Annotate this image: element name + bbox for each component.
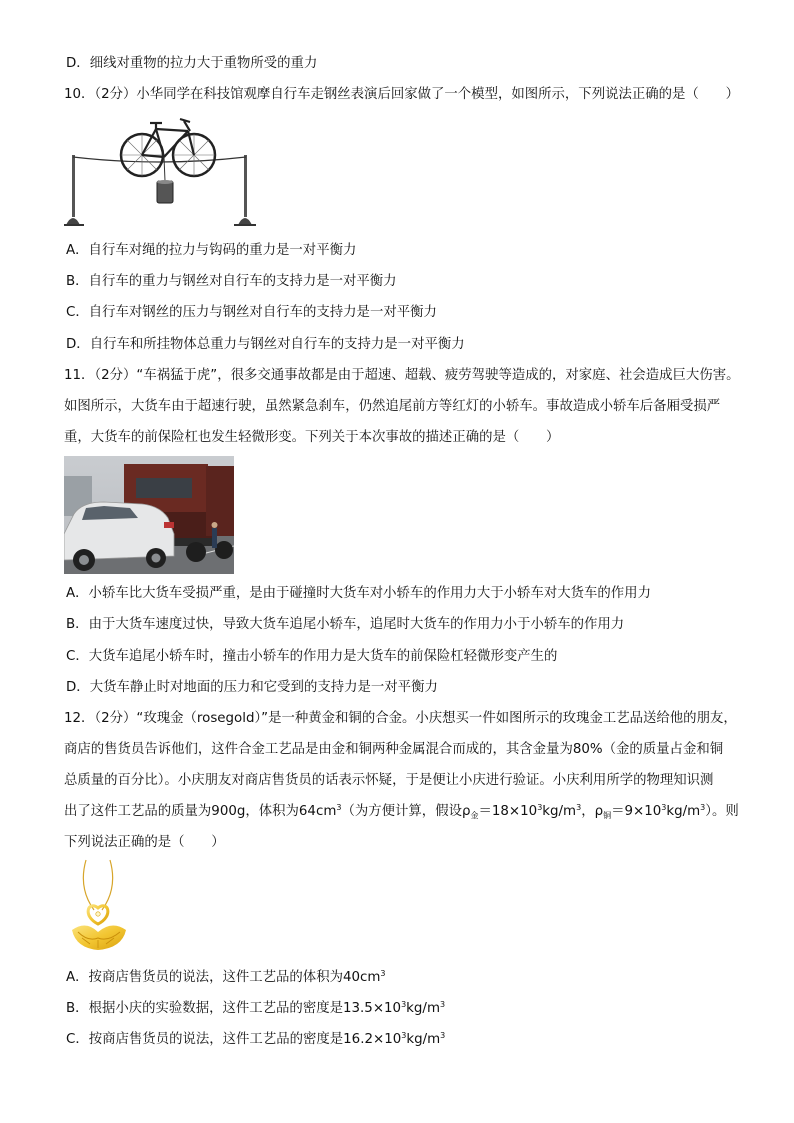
q11-option-a: A．小轿车比大货车受损严重，是由于碰撞时大货车对小轿车的作用力大于小轿车对大货车的作用力 bbox=[66, 586, 651, 601]
bicycle-tightrope-figure bbox=[64, 113, 274, 228]
rose-gold-pendant-image bbox=[64, 858, 136, 956]
q12-stem-line5: 下列说法正确的是（ ） bbox=[64, 835, 225, 850]
q9-option-d: D．细线对重物的拉力大于重物所受的重力 bbox=[66, 56, 318, 71]
q12-stem-line3: 总质量的百分比）。小庆朋友对商店售货员的话表示怀疑，于是便让小庆进行验证。小庆利用所学的物理知识测 bbox=[64, 773, 714, 788]
truck-crash-photo bbox=[64, 456, 234, 574]
q11-stem-line1: 11．（2分）“车祸猛于虎”，很多交通事故都是由于超速、超载、疲劳驾驶等造成的，对家庭、社会造成巨大伤害。 bbox=[64, 368, 740, 383]
q12-stem-line4: 出了这件工艺品的质量为900g，体积为$64cm^3$（为方便计算，假设$\rho_金=18\times 10^3kg/m^3$，$\rho_铜=9\times 10^3kg/m^3$）。则 bbox=[64, 803, 739, 820]
q10-option-a: A．自行车对绳的拉力与钩码的重力是一对平衡力 bbox=[66, 243, 357, 258]
q10-option-d: D．自行车和所挂物体总重力与钢丝对自行车的支持力是一对平衡力 bbox=[66, 337, 465, 352]
q12-option-a: A．按商店售货员的说法，这件工艺品的体积为$40cm^3$ bbox=[66, 969, 386, 985]
q11-stem-line2: 如图所示，大货车由于超速行驶，虽然紧急刹车，仍然追尾前方等红灯的小轿车。事故造成小轿车后备厢受损严 bbox=[64, 399, 721, 414]
q11-option-d: D．大货车静止时对地面的压力和它受到的支持力是一对平衡力 bbox=[66, 680, 438, 695]
q10-option-c: C．自行车对钢丝的压力与钢丝对自行车的支持力是一对平衡力 bbox=[66, 305, 437, 320]
q10-option-b: B．自行车的重力与钢丝对自行车的支持力是一对平衡力 bbox=[66, 274, 397, 289]
q11-stem-line3: 重，大货车的前保险杠也发生轻微形变。下列关于本次事故的描述正确的是（ ） bbox=[64, 430, 560, 445]
q12-option-b: B．根据小庆的实验数据，这件工艺品的密度是$13.5\times 10^3kg/m^3$ bbox=[66, 1000, 446, 1016]
q10-stem: 10．（2分）小华同学在科技馆观摩自行车走钢丝表演后回家做了一个模型，如图所示，下列说法正确的是（ ） bbox=[64, 87, 739, 102]
q12-option-c: C．按商店售货员的说法，这件工艺品的密度是$16.2\times 10^3kg/m^3$ bbox=[66, 1031, 446, 1047]
q12-stem-line2: 商店的售货员告诉他们，这件合金工艺品是由金和铜两种金属混合而成的，其含金量为80%（金的质量占金和铜 bbox=[64, 742, 724, 757]
q11-option-b: B．由于大货车速度过快，导致大货车追尾小轿车，追尾时大货车的作用力小于小轿车的作用力 bbox=[66, 617, 625, 632]
q12-stem-line1: 12．（2分）“玫瑰金（rosegold）”是一种黄金和铜的合金。小庆想买一件如图所示的玫瑰金工艺品送给他的朋友， bbox=[64, 711, 737, 726]
q11-option-c: C．大货车追尾小轿车时，撞击小轿车的作用力是大货车的前保险杠轻微形变产生的 bbox=[66, 649, 558, 664]
